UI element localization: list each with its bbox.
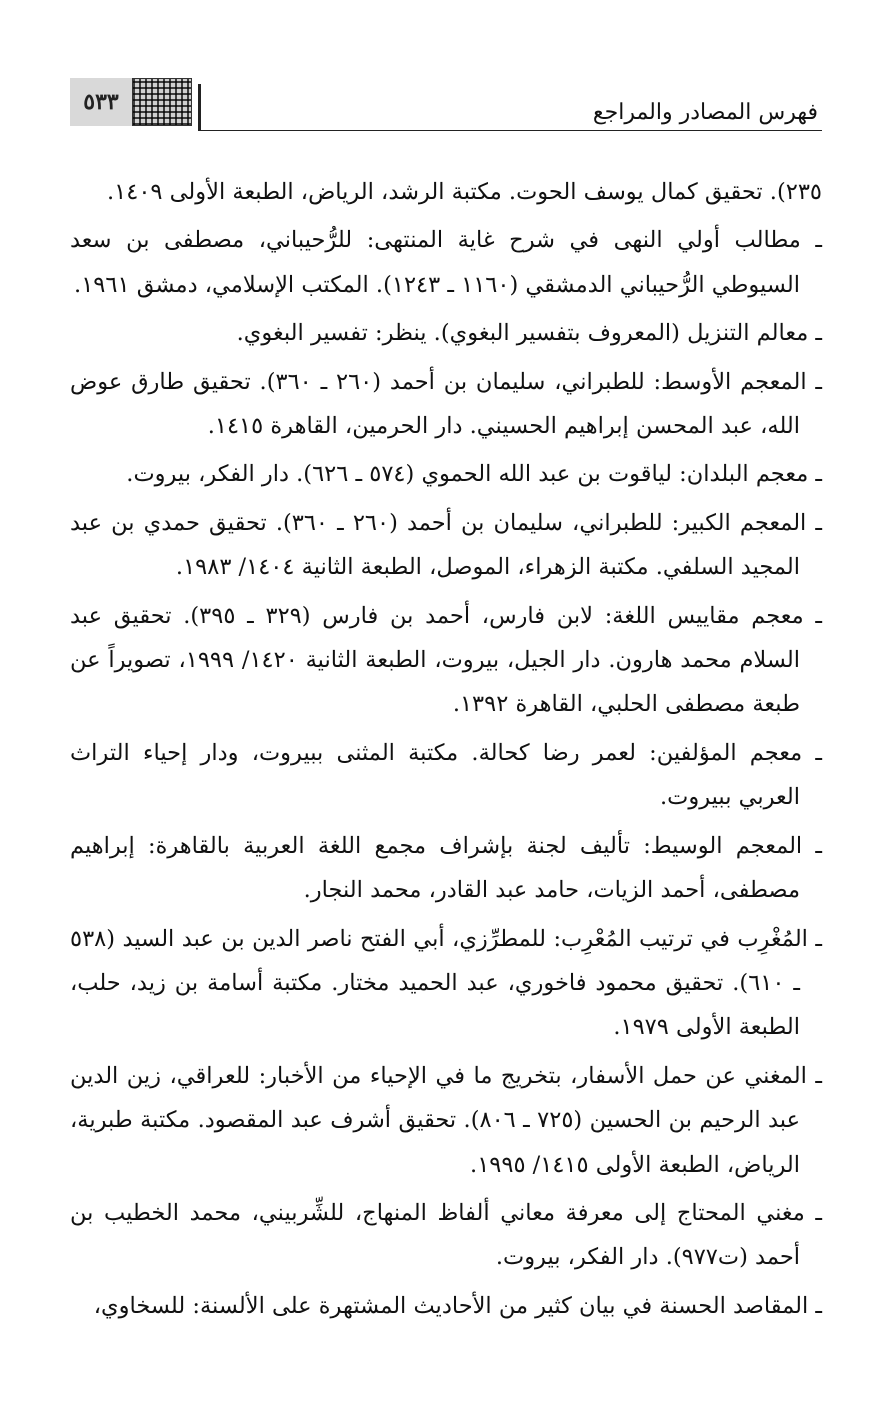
page-number-box bbox=[70, 78, 194, 126]
header-divider bbox=[198, 84, 201, 131]
bibliography-entry: ـ مطالب أولي النهى في شرح غاية المنتهى: للرُّحيباني، مصطفى بن سعد السيوطي الرُّحيباني الدمشقي (١١٦٠ ـ ١٢٤٣). المكتب الإسلامي، دمشق ١٩٦١. bbox=[70, 227, 822, 298]
bibliography-entry: ـ مغني المحتاج إلى معرفة معاني ألفاظ المنهاج، للشِّربيني، محمد الخطيب بن أحمد (ت٩٧٧). دار الفكر، بيروت. bbox=[70, 1199, 822, 1271]
running-title: فهرس المصادر والمراجع bbox=[592, 100, 818, 125]
bibliography-entry: ـ معجم البلدان: لياقوت بن عبد الله الحموي (٥٧٤ ـ ٦٢٦). دار الفكر، بيروت. bbox=[126, 461, 822, 488]
bibliography-entry: ـ معجم المؤلفين: لعمر رضا كحالة. مكتبة المثنى ببيروت، ودار إحياء التراث العربي ببيروت. bbox=[70, 739, 822, 811]
bibliography-entry: ٢٣٥). تحقيق كمال يوسف الحوت. مكتبة الرشد، الرياض، الطبعة الأولى ١٤٠٩. bbox=[107, 179, 822, 205]
header-rule bbox=[198, 130, 822, 131]
bibliography-entry: ـ المعجم الكبير: للطبراني، سليمان بن أحمد (٢٦٠ ـ ٣٦٠). تحقيق حمدي بن عبد المجيد السلفي. مكتبة الزهراء، الموصل، الطبعة الثانية ١٤٠٤/ ١٩٨٣. bbox=[70, 509, 822, 581]
bibliography-entry: ـ معالم التنزيل (المعروف بتفسير البغوي). ينظر: تفسير البغوي. bbox=[236, 320, 822, 347]
bibliography-entry: ـ معجم مقاييس اللغة: لابن فارس، أحمد بن فارس (٣٢٩ ـ ٣٩٥). تحقيق عبد السلام محمد هارون. دار الجيل، بيروت، الطبعة الثانية ١٤٢٠/ ١٩٩٩، تصويراً عن طبعة مصطفى الحلبي، القاهرة ١٣٩٢. bbox=[70, 602, 822, 718]
bibliography-entry: ـ المُغْرِب في ترتيب المُعْرِب: للمطرِّزي، أبي الفتح ناصر الدين بن عبد السيد (٥٣٨ ـ ٦١٠). تحقيق محمود فاخوري، عبد الحميد مختار. مكتبة أسامة بن زيد، حلب، الطبعة الأولى ١٩٧٩. bbox=[70, 925, 822, 1041]
bibliography-entry: ـ المغني عن حمل الأسفار، بتخريج ما في الإحياء من الأخبار: للعراقي، زين الدين عبد الرحيم بن الحسين (٧٢٥ ـ ٨٠٦). تحقيق أشرف عبد المقصود. مكتبة طبرية، الرياض، الطبعة الأولى ١٤١٥/ ١٩٩٥. bbox=[70, 1062, 822, 1178]
bibliography-entry: ـ المعجم الأوسط: للطبراني، سليمان بن أحمد (٢٦٠ ـ ٣٦٠). تحقيق طارق عوض الله، عبد المحسن إبراهيم الحسيني. دار الحرمين، القاهرة ١٤١٥. bbox=[70, 368, 823, 440]
bibliography-entry: ـ المعجم الوسيط: تأليف لجنة بإشراف مجمع اللغة العربية بالقاهرة: إبراهيم مصطفى، أحمد الزيات، حامد عبد القادر، محمد النجار. bbox=[70, 832, 822, 904]
bibliography-list bbox=[70, 170, 822, 1332]
page-header bbox=[70, 74, 822, 134]
page-number: ٥٣٣ bbox=[70, 78, 132, 126]
ornament-icon bbox=[132, 78, 192, 126]
bibliography-entry: ـ المقاصد الحسنة في بيان كثير من الأحاديث المشتهرة على الألسنة: للسخاوي، bbox=[93, 1292, 822, 1319]
